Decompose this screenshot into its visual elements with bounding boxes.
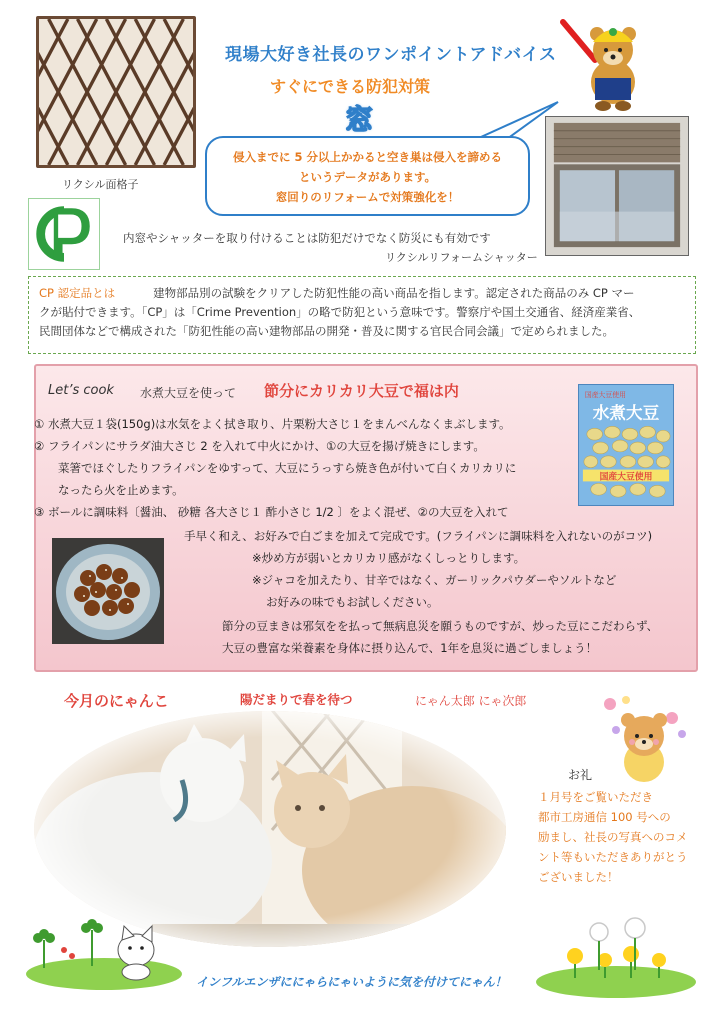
recipe-closing: 大豆の豊富な栄養素を身体に摂り込んで、1年を息災に過ごしましょう！ <box>222 641 598 655</box>
recipe-title: 節分にカリカリ大豆で福は内 <box>264 382 459 400</box>
advice-topic-window: 窓 <box>345 103 374 136</box>
shutter-caption: リクシルリフォームシャッター <box>385 251 538 264</box>
bear-mascot-with-baton-icon <box>555 12 650 112</box>
recipe-step-2: ② フライパンにサラダ油大さじ 2 を入れて中火にかけ、①の大豆を揚げ焼きにします。 <box>34 439 485 453</box>
cp-definition-box <box>28 276 696 354</box>
grass-and-cat-icon <box>24 900 184 990</box>
pack-main-label: 水煮大豆 <box>592 403 660 423</box>
cp-text-line: 民間団体などで構成された「防犯性能の高い建物部品の開発・普及に関する官民合同会議」で定められました。 <box>39 324 614 338</box>
bubble-line: というデータがあります。 <box>298 170 437 184</box>
advice-headline: 現場大好き社長のワンポイントアドバイス <box>225 45 557 65</box>
pack-top-label: 国産大豆使用 <box>584 390 626 399</box>
thanks-line: 励まし、社長の写真へのコメ <box>538 830 688 844</box>
monthly-cat-title: 今月のにゃんこ <box>64 692 169 710</box>
recipe-step-2-cont: なったら火を止めます。 <box>58 483 184 497</box>
cook-subtitle: 水煮大豆を使って <box>140 386 237 400</box>
bear-with-flowers-icon <box>596 690 692 788</box>
boiled-soybean-package-photo <box>578 384 674 506</box>
recipe-step-1: ① 水煮大豆１袋(150g)は水気をよく拭き取り、片栗粉大さじ１をまんべんなくまぶします。 <box>34 417 511 431</box>
cat-names: にゃん太郎 にゃ次郎 <box>415 694 527 708</box>
cp-mark-logo <box>28 198 100 270</box>
recipe-closing: 節分の豆まきは邪気をを払って無病息災を願うものですが、炒った豆にこだわらず、 <box>222 619 659 633</box>
advice-speech-bubble <box>205 136 530 216</box>
recipe-note: ※炒め方が弱いとカリカリ感がなくしっとりします。 <box>252 551 526 565</box>
thanks-title: お礼 <box>568 768 593 782</box>
recipe-step-3: ③ ボールに調味料〔醤油、 砂糖 各大さじ１ 酢小さじ 1/2 〕をよく混ぜ、②の大豆を入れて <box>34 505 509 519</box>
advice-subheadline: すぐにできる防犯対策 <box>270 77 431 96</box>
cp-term: CP 認定品とは <box>39 286 116 300</box>
thanks-line: ございました！ <box>538 870 619 884</box>
recipe-step-3-cont: 手早く和え、お好みで白ごまを加えて完成です。(フライパンに調味料を入れないのがコツ) <box>184 529 653 543</box>
recipe-step-2-cont: 菜箸でほぐしたりフライパンをゆすって、大豆にうっすら焼き色が付いて白くカリカリに <box>58 461 517 475</box>
lattice-caption: リクシル面格子 <box>62 178 139 191</box>
cat-photo-subtitle: 陽だまりで春を待つ <box>240 692 353 707</box>
thanks-line: 都市工房通信 100 号への <box>538 810 671 824</box>
crispy-soybeans-bowl-photo <box>52 538 164 644</box>
grass-and-dandelions-icon <box>535 910 697 1000</box>
bottom-flu-message: インフルエンザににゃらにゃいように気を付けてにゃん！ <box>196 975 507 989</box>
pack-bottom-label: 国産大豆使用 <box>599 472 653 483</box>
cp-text-line: クが貼付できます。「CP」は「Crime Prevention」の略で防犯という意味です。警察庁や国土交通省、経済産業省、 <box>39 305 641 319</box>
thanks-line: １月号をご覧いただき <box>538 790 653 804</box>
cp-text-line: 建物部品別の試験をクリアした防犯性能の高い商品を指します。認定された商品のみ CP マー <box>153 286 635 300</box>
reform-shutter-photo <box>545 116 689 256</box>
recipe-note-cont: お好みの味でもお試しください。 <box>266 595 439 609</box>
bubble-line: 侵入までに 5 分以上かかると空き巣は侵入を諦める <box>232 150 502 164</box>
bubble-line: 窓回りのリフォームで対策強化を！ <box>275 190 460 204</box>
lattice-window-photo <box>36 16 196 168</box>
recipe-note: ※ジャコを加えたり、甘辛ではなく、ガーリックパウダーやソルトなど <box>252 573 617 587</box>
thanks-line: ント等もいただきありがとう <box>538 850 688 864</box>
lets-cook-label: Let’s cook <box>48 383 114 398</box>
cp-effectiveness-note: 内窓やシャッターを取り付けることは防犯だけでなく防災にも有効です <box>123 231 491 245</box>
